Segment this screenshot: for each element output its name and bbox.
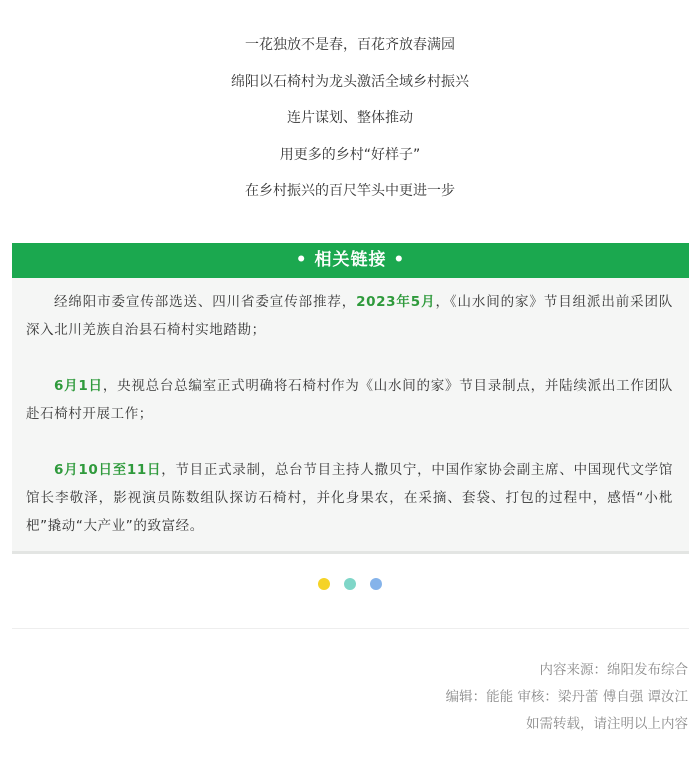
paragraph-text: 经绵阳市委宣传部选送、四川省委宣传部推荐， bbox=[54, 294, 357, 310]
paragraph-text: ，《山水间的家》节目组派出前采团队深入北川羌族自治县石椅村实地踏勘； bbox=[26, 294, 674, 338]
yellow-dot-icon bbox=[318, 578, 330, 590]
intro-line: 一花独放不是春，百花齐放春满园 bbox=[245, 37, 455, 53]
decorative-dots bbox=[0, 578, 700, 590]
intro-section bbox=[0, 32, 700, 215]
section-divider bbox=[12, 628, 689, 629]
intro-line: 用更多的乡村“好样子” bbox=[279, 146, 421, 163]
paragraph-text: ，节目正式录制，总台节目主持人撒贝宁，中国作家协会副主席、中国现代文学馆馆长李敬泽，影视演员陈数组队探访石椅村，并化身果农，在采摘、套袋、打包的过程中，感悟“小枇杷”撬动“大产业”的致富经。 bbox=[26, 462, 673, 534]
date-highlight: 6月10日至11日 bbox=[54, 462, 162, 478]
teal-dot-icon bbox=[344, 578, 356, 590]
related-links-panel bbox=[12, 278, 689, 554]
timeline-paragraph bbox=[26, 456, 673, 540]
footer-source: 内容来源：绵阳发布综合 bbox=[539, 662, 688, 678]
timeline-paragraph bbox=[26, 288, 673, 344]
intro-line: 绵阳以石椅村为龙头激活全域乡村振兴 bbox=[231, 73, 469, 90]
date-highlight: 2023年5月 bbox=[356, 294, 436, 310]
blue-dot-icon bbox=[370, 578, 382, 590]
intro-line: 在乡村振兴的百尺竿头中更进一步 bbox=[245, 183, 455, 199]
footer-notice: 如需转载，请注明以上内容 bbox=[526, 716, 688, 732]
paragraph-text: ，央视总台总编室正式明确将石椅村作为《山水间的家》节目录制点，并陆续派出工作团队赴石椅村开展工作； bbox=[26, 378, 674, 422]
date-highlight: 6月1日 bbox=[54, 378, 103, 394]
related-links-header: • 相关链接 • bbox=[12, 243, 689, 278]
intro-line: 连片谋划、整体推动 bbox=[287, 110, 413, 126]
footer-credits bbox=[446, 658, 688, 739]
footer-editors: 编辑：能能 审核：梁丹蕾 傅自强 谭汝江 bbox=[445, 689, 688, 705]
timeline-paragraph bbox=[26, 372, 673, 428]
